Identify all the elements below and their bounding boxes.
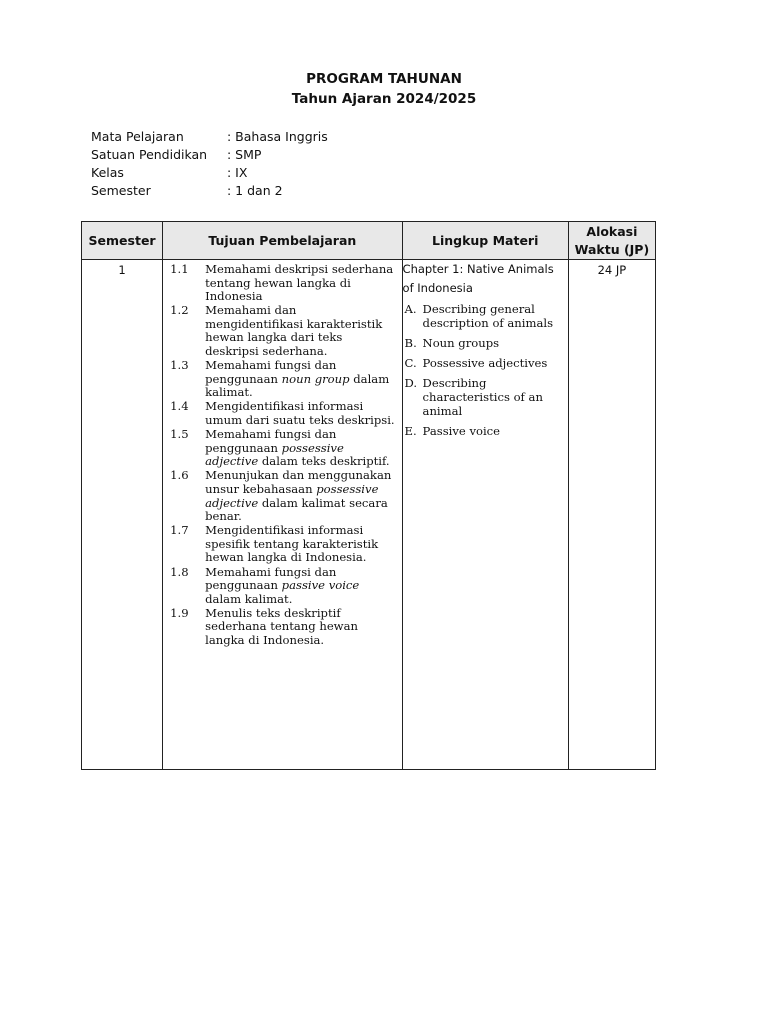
material-item (405, 336, 568, 350)
material-marker: E. (404, 424, 417, 438)
objective-item (170, 428, 395, 469)
material-item (405, 376, 568, 418)
info-value: : 1 dan 2 (227, 183, 283, 198)
objective-fragment: dalam kalimat. (205, 591, 293, 606)
objective-item (170, 263, 395, 304)
info-key: Satuan Pendidikan (91, 147, 208, 162)
material-text: Noun groups (422, 336, 500, 350)
header-allocation: Alokasi Waktu (JP) (568, 222, 655, 260)
material-marker: B. (404, 336, 417, 350)
objective-text (205, 469, 395, 523)
objective-text (205, 359, 395, 400)
objective-fragment: dalam teks deskriptif. (258, 454, 390, 469)
material-text: Possessive adjectives (422, 356, 548, 370)
objective-number: 1.6 (170, 468, 189, 483)
objective-fragment: Memahami fungsi dan penggunaan (205, 564, 337, 593)
objective-item (170, 304, 395, 358)
objective-item (170, 359, 395, 400)
info-value: : IX (227, 165, 248, 180)
document-title: PROGRAM TAHUNAN (306, 71, 462, 87)
table-header-row (82, 222, 656, 260)
material-item (405, 424, 568, 438)
semester-cell: 1 (82, 260, 163, 770)
objective-number: 1.8 (170, 564, 189, 579)
objective-item (170, 400, 395, 427)
objective-number: 1.7 (170, 523, 189, 538)
material-text: Describing characteristics of an animal (422, 376, 543, 418)
objective-number: 1.9 (170, 605, 189, 620)
objective-text (205, 263, 395, 304)
info-value: : SMP (227, 147, 262, 162)
info-row-school (91, 146, 328, 164)
objective-term: possessive adjective (205, 482, 379, 510)
info-value: : Bahasa Inggris (227, 129, 328, 144)
objective-number: 1.5 (170, 427, 189, 442)
material-marker: D. (404, 376, 418, 390)
objective-term: possessive adjective (205, 440, 344, 469)
objective-fragment: dalam kalimat. (205, 371, 390, 400)
objective-fragment: Memahami dan mengidentifikasi karakteristik hewan langka dari teks deskripsi sederhana. (205, 303, 383, 359)
info-key: Kelas (91, 165, 124, 180)
material-text: Passive voice (422, 424, 501, 438)
objective-text (205, 566, 395, 607)
info-key: Mata Pelajaran (91, 129, 184, 144)
objective-fragment: dalam kalimat secara benar. (205, 495, 388, 524)
objectives-cell (163, 260, 402, 770)
objective-item (170, 607, 395, 648)
material-chapter: Chapter 1: Native Animals of Indonesia (402, 262, 554, 295)
objective-term: noun group (281, 371, 350, 386)
objective-fragment: Mengidentifikasi informasi umum dari suatu teks deskripsi. (205, 399, 395, 428)
objective-number: 1.1 (170, 262, 189, 276)
objective-text (205, 524, 395, 565)
materials-list (403, 302, 568, 438)
academic-year: Tahun Ajaran 2024/2025 (291, 91, 477, 107)
program-table (81, 221, 656, 770)
material-item (405, 302, 568, 330)
material-marker: A. (404, 302, 417, 316)
objective-fragment: Menunjukan dan menggunakan unsur kebahasaan (205, 468, 392, 496)
info-key: Semester (91, 183, 151, 198)
objective-fragment: Memahami deskripsi sederhana tentang hewan langka di Indonesia (205, 262, 394, 304)
info-row-subject (91, 128, 328, 146)
allocation-cell: 24 JP (568, 260, 655, 770)
objective-fragment: Memahami fungsi dan penggunaan (205, 427, 337, 455)
objective-item (170, 469, 395, 523)
objective-number: 1.4 (170, 399, 189, 414)
objective-number: 1.3 (170, 358, 189, 373)
info-row-class (91, 164, 328, 182)
header-objectives: Tujuan Pembelajaran (163, 222, 402, 260)
objective-term: passive voice (281, 578, 360, 593)
objective-text (205, 607, 395, 648)
objective-text (205, 304, 395, 358)
objective-text (205, 400, 395, 427)
objective-fragment: Menulis teks deskriptif sederhana tentang hewan langka di Indonesia. (205, 605, 358, 648)
objective-fragment: Memahami fungsi dan penggunaan (205, 358, 337, 386)
header-materials: Lingkup Materi (402, 222, 568, 260)
objective-item (170, 524, 395, 565)
table-row (82, 260, 656, 770)
header-semester: Semester (82, 222, 163, 260)
objective-fragment: Mengidentifikasi informasi spesifik tentang karakteristik hewan langka di Indonesia. (205, 523, 379, 565)
objectives-list (163, 260, 401, 648)
material-item (405, 356, 568, 370)
info-block (91, 128, 328, 200)
objective-number: 1.2 (170, 303, 189, 318)
materials-cell (402, 260, 568, 770)
info-row-semester (91, 182, 328, 200)
material-marker: C. (404, 356, 417, 370)
objective-text (205, 428, 395, 469)
material-text: Describing general description of animals (422, 302, 554, 330)
objective-item (170, 566, 395, 607)
